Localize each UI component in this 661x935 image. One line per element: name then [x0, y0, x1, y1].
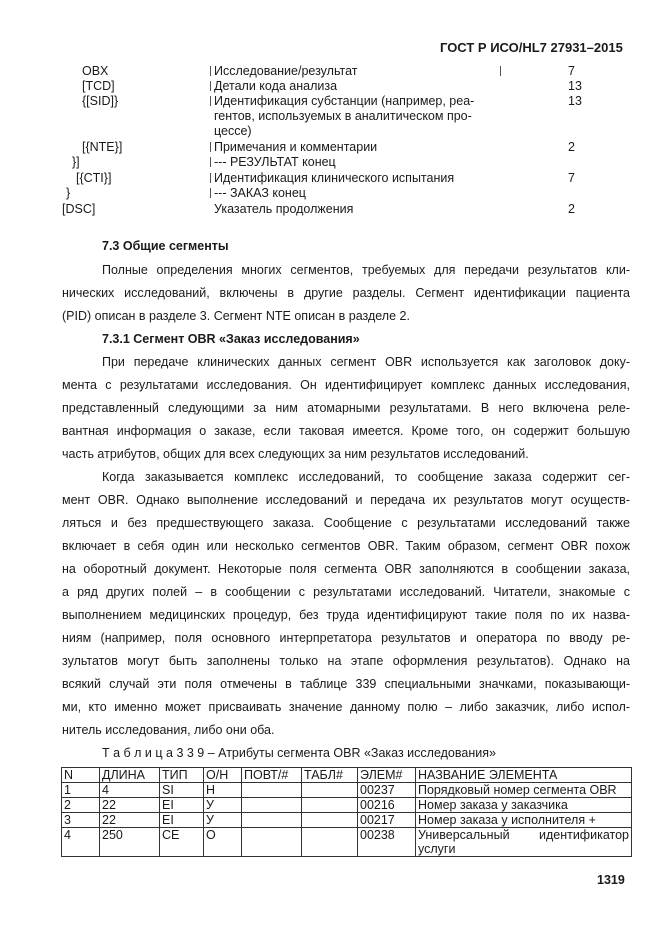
- text-line: на оборотный документ. Некоторые поля сегмента OBR заполняются в сообщении заказа,: [62, 562, 630, 576]
- segment-code: }]: [72, 155, 80, 169]
- section-heading: 7.3 Общие сегменты: [102, 239, 229, 253]
- table-cell: 00217: [358, 813, 416, 828]
- table-cell: CE: [160, 828, 204, 857]
- text-line: нитель исследования, либо они оба.: [62, 723, 275, 737]
- segment-desc: Идентификация клинического испытания: [214, 171, 455, 185]
- column-header: ТИП: [160, 768, 204, 783]
- segment-desc: --- РЕЗУЛЬТАТ конец: [214, 155, 336, 169]
- table-cell: 4: [62, 828, 100, 857]
- segment-chapter: 13: [568, 79, 582, 93]
- table-row: [62, 813, 632, 828]
- table-cell: 22: [100, 813, 160, 828]
- table-cell: [242, 783, 302, 798]
- table-cell: 250: [100, 828, 160, 857]
- text-line: всякий случай эти поля отмечены в таблице 339 специальными значками, показывающи-: [62, 677, 630, 691]
- segment-code: [{CTI}]: [76, 171, 112, 185]
- segment-code: }: [66, 186, 71, 200]
- segment-desc: --- ЗАКАЗ конец: [214, 186, 306, 200]
- text-line: Когда заказывается комплекс исследований, то сообщение заказа содержит сег-: [102, 470, 630, 484]
- column-header: ПОВТ/#: [242, 768, 302, 783]
- segment-desc: Детали кода анализа: [214, 79, 338, 93]
- text-line: нических исследований, включены в другие разделы. Сегмент идентификации пациента: [62, 286, 630, 300]
- segment-desc: цессе): [214, 124, 252, 138]
- column-header: ДЛИНА: [100, 768, 160, 783]
- table-row: [62, 828, 632, 857]
- column-header: НАЗВАНИЕ ЭЛЕМЕНТА: [416, 768, 632, 783]
- text-line: включает в себя один или несколько сегментов OBR. Таким образом, сегмент OBR похож: [62, 539, 630, 553]
- segment-chapter: 2: [568, 140, 575, 154]
- segment-code: [TCD]: [82, 79, 115, 93]
- column-header: N: [62, 768, 100, 783]
- text-line: (PID) описан в разделе 3. Сегмент NTE описан в разделе 2.: [62, 309, 410, 323]
- segment-code: [DSC]: [62, 202, 96, 216]
- table-cell: [302, 813, 358, 828]
- text-line: а ряд других полей – в сообщении с результатами исследований. Читатели, знакомые с: [62, 585, 630, 599]
- segment-desc: Идентификация субстанции (например, реа-: [214, 94, 475, 108]
- table-row: [62, 798, 632, 813]
- table-cell: Порядковый номер сегмента OBR: [416, 783, 632, 798]
- text-line: выполнением медицинских процедур, без труда идентифицируют такие поля по их назва-: [62, 608, 630, 622]
- text-line: ниям (например, поля основного интерпретатора результатов и оператора по вводу ре-: [62, 631, 630, 645]
- segment-code: OBX: [82, 64, 109, 78]
- subsection-heading: 7.3.1 Сегмент OBR «Заказ исследования»: [102, 332, 360, 346]
- table-cell: 1: [62, 783, 100, 798]
- table-cell: [242, 798, 302, 813]
- table-cell: Номер заказа у заказчика: [416, 798, 632, 813]
- table-cell: У: [204, 798, 242, 813]
- text-line: вантная информация о заказе, если таковая имеется. Кроме того, он содержит большую: [62, 424, 630, 438]
- segment-code: [{NTE}]: [82, 140, 123, 154]
- text-line: мент OBR. Однако выполнение исследований и передача их результатов могут осуществ-: [62, 493, 630, 507]
- segment-desc: Исследование/результат: [214, 64, 358, 78]
- segment-chapter: 7: [568, 64, 575, 78]
- table-cell: 22: [100, 798, 160, 813]
- table-cell: [302, 783, 358, 798]
- segment-desc: гентов, используемых в аналитическом про-: [214, 109, 472, 123]
- table-cell: О: [204, 828, 242, 857]
- running-header: ГОСТ Р ИСО/HL7 27931–2015: [440, 40, 623, 55]
- segment-code: {[SID]}: [82, 94, 119, 108]
- segment-desc: Примечания и комментарии: [214, 140, 378, 154]
- text-line: При передаче клинических данных сегмент OBR используется как заголовок доку-: [102, 355, 630, 369]
- table-row: [62, 783, 632, 798]
- segment-chapter: 7: [568, 171, 575, 185]
- table-cell: EI: [160, 813, 204, 828]
- segment-desc: Указатель продолжения: [214, 202, 354, 216]
- column-header: О/Н: [204, 768, 242, 783]
- table-cell: 3: [62, 813, 100, 828]
- column-header: ТАБЛ#: [302, 768, 358, 783]
- table-cell: 2: [62, 798, 100, 813]
- segment-chapter: 13: [568, 94, 582, 108]
- table-cell: 00237: [358, 783, 416, 798]
- table-cell: У: [204, 813, 242, 828]
- text-line: часть атрибутов, общих для всех следующих за ним результатов исследований.: [62, 447, 529, 461]
- table-header-row: [62, 768, 632, 783]
- table-caption: Т а б л и ц а 3 3 9 – Атрибуты сегмента OBR «Заказ исследования»: [102, 746, 496, 760]
- table-cell: [242, 813, 302, 828]
- table-cell: [302, 798, 358, 813]
- text-line: зультатов могут быть заполнены только на этапе оформления результатов). Однако на: [62, 654, 630, 668]
- text-line: ляться и без предшествующего заказа. Сообщение с результатами исследований также: [62, 516, 630, 530]
- table-cell: 4: [100, 783, 160, 798]
- table-cell: 00216: [358, 798, 416, 813]
- text-line: представленный следующими за ним атомарными результатами. В него включена реле-: [62, 401, 630, 415]
- text-line: ми, кто именно может присваивать значение данному полю – либо заказчик, либо испол-: [62, 700, 630, 714]
- table-cell: Н: [204, 783, 242, 798]
- page-number: 1319: [597, 873, 625, 887]
- table-cell: EI: [160, 798, 204, 813]
- segment-chapter: 2: [568, 202, 575, 216]
- column-header: ЭЛЕМ#: [358, 768, 416, 783]
- table-cell: Универсальный идентификатор услуги: [416, 828, 632, 857]
- obr-attributes-table: [61, 767, 632, 857]
- text-line: Полные определения многих сегментов, требуемых для передачи результатов кли-: [102, 263, 630, 277]
- table-cell: 00238: [358, 828, 416, 857]
- table-cell: Номер заказа у исполнителя +: [416, 813, 632, 828]
- text-line: мента с результатами исследования. Он идентифицирует комплекс данных исследования,: [62, 378, 630, 392]
- table-cell: SI: [160, 783, 204, 798]
- table-cell: [242, 828, 302, 857]
- table-cell: [302, 828, 358, 857]
